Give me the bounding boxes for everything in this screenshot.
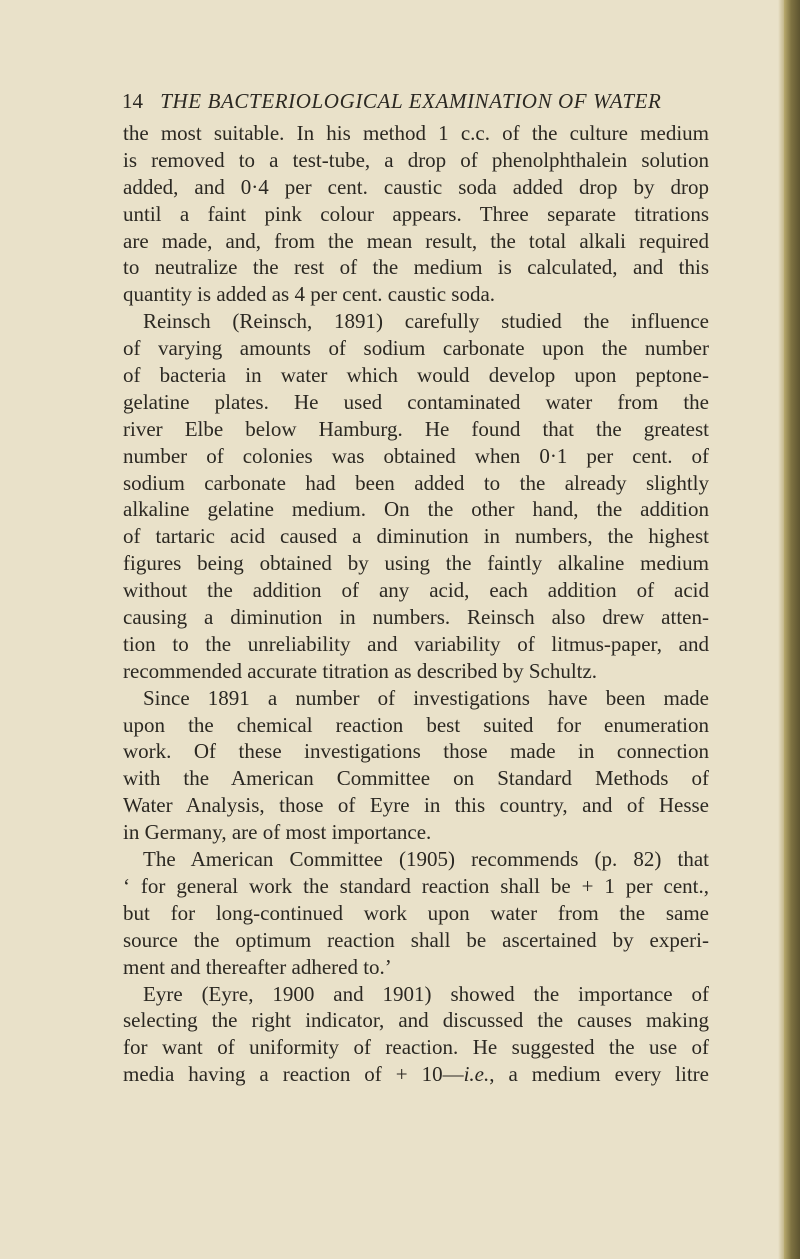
running-head: THE BACTERIOLOGICAL EXAMINATION OF WATER bbox=[160, 89, 662, 113]
text-line: of varying amounts of sodium carbonate upon the number bbox=[123, 336, 709, 361]
text-line: causing a diminution in numbers. Reinsch also drew atten- bbox=[123, 605, 709, 630]
text-line: Water Analysis, those of Eyre in this country, and of Hesse bbox=[123, 793, 709, 818]
text-line: the most suitable. In his method 1 c.c. of the culture medium bbox=[123, 121, 709, 145]
body-text bbox=[123, 120, 709, 1088]
text-line: until a faint pink colour appears. Three separate titrations bbox=[123, 201, 709, 226]
text-line: with the American Committee on Standard Methods of bbox=[123, 766, 709, 791]
text-line: Eyre (Eyre, 1900 and 1901) showed the importance of bbox=[143, 981, 709, 1006]
text-line: but for long-continued work upon water from the same bbox=[123, 900, 709, 925]
text-line: upon the chemical reaction best suited for enumeration bbox=[123, 712, 709, 737]
text-line: media having a reaction of + 10—i.e., a medium every litre bbox=[123, 1062, 709, 1087]
text-line: quantity is added as 4 per cent. caustic soda. bbox=[123, 282, 496, 307]
text-line: is removed to a test-tube, a drop of phenolphthalein solution bbox=[123, 147, 709, 172]
text-line: Since 1891 a number of investigations have been made bbox=[143, 685, 709, 710]
text-line: tion to the unreliability and variability of litmus-paper, and bbox=[123, 631, 709, 656]
text-line: ‘ for general work the standard reaction shall be + 1 per cent., bbox=[123, 873, 709, 898]
text-line: The American Committee (1905) recommends (p. 82) that bbox=[143, 847, 709, 872]
text-line: are made, and, from the mean result, the total alkali required bbox=[123, 228, 709, 253]
text-line: Reinsch (Reinsch, 1891) carefully studied the influence bbox=[143, 309, 709, 334]
text-line: work. Of these investigations those made in connection bbox=[123, 739, 709, 764]
text-line: of tartaric acid caused a diminution in numbers, the highest bbox=[123, 524, 709, 549]
text-line: source the optimum reaction shall be ascertained by experi- bbox=[123, 927, 709, 952]
italic-abbreviation: i.e. bbox=[463, 1062, 490, 1087]
text-line: gelatine plates. He used contaminated water from the bbox=[123, 389, 709, 414]
text-line: sodium carbonate had been added to the already slightly bbox=[123, 470, 709, 495]
text-line: for want of uniformity of reaction. He suggested the use of bbox=[123, 1035, 709, 1060]
text-line: number of colonies was obtained when 0·1 per cent. of bbox=[123, 443, 709, 468]
text-line: selecting the right indicator, and discussed the causes making bbox=[123, 1008, 709, 1033]
text-line: of bacteria in water which would develop upon peptone- bbox=[123, 363, 709, 388]
text-line: in Germany, are of most importance. bbox=[123, 820, 432, 845]
text-line: to neutralize the rest of the medium is calculated, and this bbox=[123, 255, 709, 280]
text-line: ment and thereafter adhered to.’ bbox=[123, 954, 392, 979]
text-line: recommended accurate titration as described by Schultz. bbox=[123, 658, 598, 683]
text-line: alkaline gelatine medium. On the other hand, the addition bbox=[123, 497, 709, 522]
page-header bbox=[122, 86, 722, 116]
text-line: figures being obtained by using the faintly alkaline medium bbox=[123, 551, 709, 576]
text-line: river Elbe below Hamburg. He found that the greatest bbox=[123, 416, 709, 441]
page-edge bbox=[784, 0, 800, 1259]
text-line: added, and 0·4 per cent. caustic soda added drop by drop bbox=[123, 174, 709, 199]
page-number: 14 bbox=[122, 89, 143, 113]
text-line: without the addition of any acid, each addition of acid bbox=[123, 578, 709, 603]
